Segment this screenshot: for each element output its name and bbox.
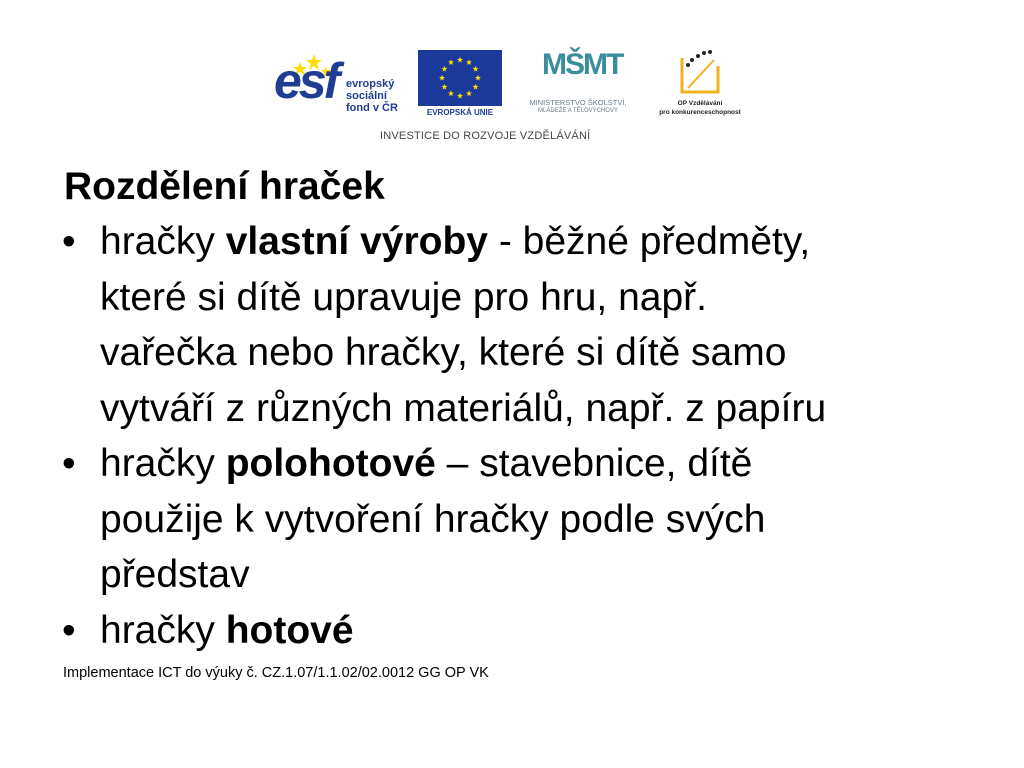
eu-star-icon	[448, 90, 454, 96]
eu-star-icon	[441, 66, 447, 72]
bullet-text: které si dítě upravuje pro hru, např.	[100, 275, 707, 319]
bullet-text: - běžné předměty,	[487, 220, 811, 263]
msmt-wordmark: MŠMT	[542, 48, 623, 81]
eu-star-icon	[439, 75, 445, 81]
bullet-text: vařečka nebo hračky, které si dítě samo	[100, 331, 787, 374]
eu-star-icon	[457, 93, 463, 99]
bullet-item	[62, 214, 982, 436]
bullet-text: použije k vytvoření hračky podle svých	[100, 497, 766, 541]
bullet-item	[62, 436, 982, 603]
bullet-lead: hračky	[100, 608, 226, 652]
bullet-bold-term: polohotové	[225, 442, 436, 485]
esf-wordmark: esf	[274, 53, 338, 109]
bullet-text: – stavebnice, dítě	[435, 442, 753, 485]
slide-title: Rozdělení hraček	[64, 165, 385, 208]
eu-star-icon	[466, 90, 472, 96]
bullet-marker: •	[62, 608, 76, 652]
bullet-bold-term: hotové	[225, 608, 354, 652]
bullet-bold-term: vlastní výroby	[225, 220, 488, 263]
bullet-item	[62, 603, 982, 659]
bullet-lead: hračky	[100, 220, 226, 263]
bullet-text: představ	[100, 553, 250, 596]
footer-note: Implementace ICT do výuky č. CZ.1.07/1.1.02/02.0012 GG OP VK	[63, 665, 489, 681]
logo-banner	[272, 46, 752, 146]
investice-tagline: INVESTICE DO ROZVOJE VZDĚLÁVÁNÍ	[380, 130, 591, 142]
msmt-caption-line1: MINISTERSTVO ŠKOLSTVÍ,	[529, 98, 627, 107]
op-emblem-icon	[652, 48, 748, 98]
msmt-caption-line2: MLÁDEŽE A TĚLOVÝCHOVY	[538, 108, 618, 114]
esf-caption: evropský sociální fond v ČR	[346, 78, 398, 114]
bullet-lead: hračky	[100, 442, 226, 485]
esf-logo	[272, 48, 412, 120]
op-logo	[652, 48, 748, 123]
op-caption-line2: pro konkurenceschopnost	[659, 109, 741, 116]
eu-logo	[418, 50, 502, 120]
eu-flag-icon	[418, 50, 502, 106]
bullet-marker: •	[62, 220, 76, 263]
op-caption-line1: OP Vzdělávání	[677, 100, 723, 107]
msmt-logo	[508, 46, 648, 121]
bullet-text: vytváří z různých materiálů, např. z papíru	[100, 386, 827, 430]
eu-star-icon	[466, 59, 472, 65]
eu-star-icon	[475, 75, 481, 81]
eu-star-icon	[441, 84, 447, 90]
eu-star-icon	[448, 59, 454, 65]
bullet-list	[62, 214, 982, 658]
eu-star-icon	[473, 66, 479, 72]
bullet-marker: •	[62, 442, 76, 485]
eu-star-icon	[473, 84, 479, 90]
eu-caption: EVROPSKÁ UNIE	[426, 108, 494, 117]
eu-star-icon	[457, 57, 463, 63]
